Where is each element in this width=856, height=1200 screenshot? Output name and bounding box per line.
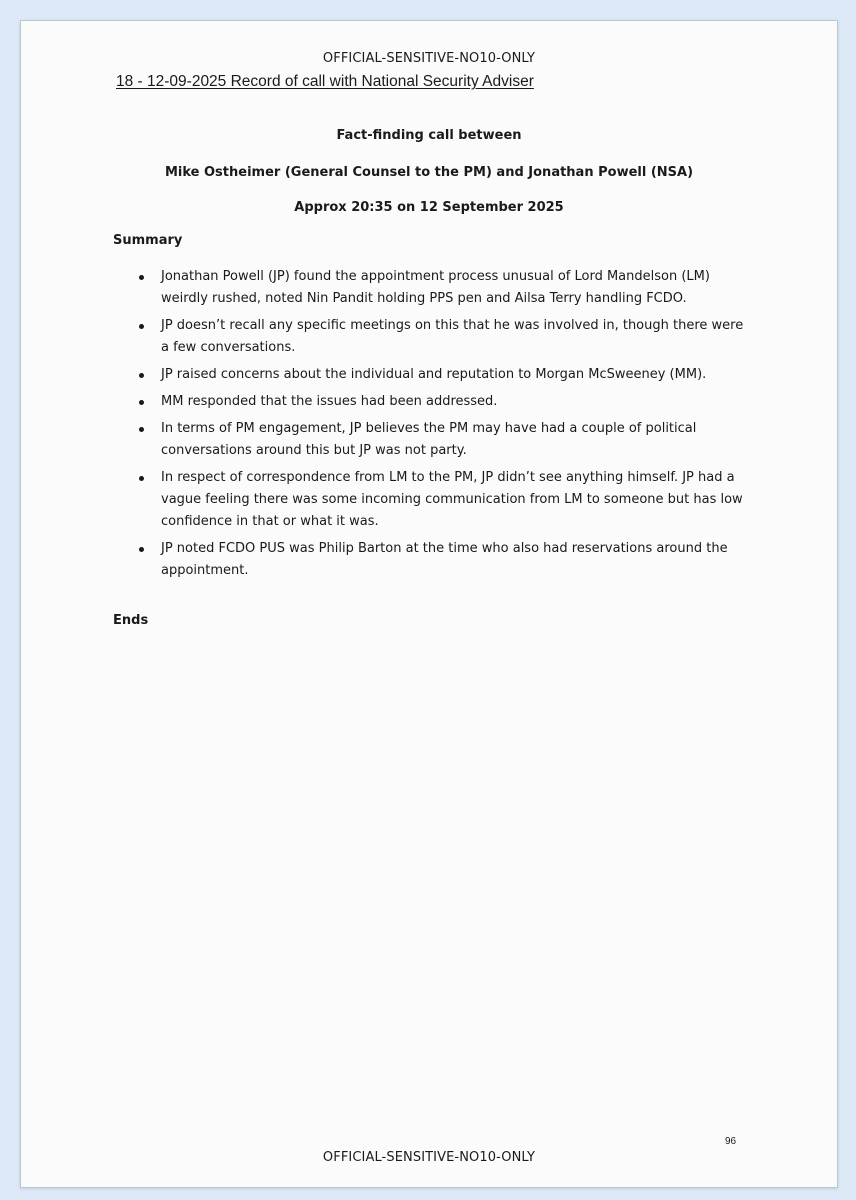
bullet-icon bbox=[139, 324, 144, 329]
bullet-item bbox=[137, 391, 747, 413]
bullet-icon bbox=[139, 275, 144, 280]
bullet-text: JP raised concerns about the individual and reputation to Morgan McSweeney (MM). bbox=[161, 367, 707, 382]
bullet-icon bbox=[139, 476, 144, 481]
bullet-item bbox=[137, 467, 747, 533]
bullet-item bbox=[137, 364, 747, 386]
bullet-item bbox=[137, 418, 747, 462]
bullet-icon bbox=[139, 373, 144, 378]
bullet-text: In respect of correspondence from LM to the PM, JP didn’t see anything himself. JP had a vague feeling there was some incoming communication from LM to someone but has low confidence in that or what it was. bbox=[161, 470, 743, 529]
heading-line-3: Approx 20:35 on 12 September 2025 bbox=[294, 200, 564, 215]
document-page bbox=[20, 20, 838, 1188]
heading-line-2: Mike Ostheimer (General Counsel to the PM) and Jonathan Powell (NSA) bbox=[164, 165, 694, 180]
page-number: 96 bbox=[725, 1136, 737, 1147]
bullet-text: In terms of PM engagement, JP believes the PM may have had a couple of political conversations around this but JP was not party. bbox=[161, 421, 697, 458]
classification-header: OFFICIAL-SENSITIVE-NO10-ONLY bbox=[322, 51, 536, 66]
bullet-item bbox=[137, 266, 747, 310]
bullet-text: JP doesn’t recall any specific meetings on this that he was involved in, though there were a few conversations. bbox=[161, 318, 744, 355]
bullet-icon bbox=[139, 547, 144, 552]
heading-line-1: Fact-finding call between bbox=[336, 128, 522, 143]
bullet-icon bbox=[139, 400, 144, 405]
summary-label: Summary bbox=[113, 233, 183, 248]
bullet-icon bbox=[139, 427, 144, 432]
bullet-item bbox=[137, 315, 747, 359]
bullet-text: MM responded that the issues had been addressed. bbox=[161, 394, 498, 409]
bullet-text: JP noted FCDO PUS was Philip Barton at the time who also had reservations around the appointment. bbox=[161, 541, 728, 578]
classification-footer: OFFICIAL-SENSITIVE-NO10-ONLY bbox=[322, 1150, 536, 1165]
bullet-item bbox=[137, 538, 747, 582]
ends-label: Ends bbox=[113, 613, 149, 628]
summary-bullet-list bbox=[137, 266, 747, 587]
bullet-text: Jonathan Powell (JP) found the appointment process unusual of Lord Mandelson (LM) weirdly rushed, noted Nin Pandit holding PPS pen and Ailsa Terry handling FCDO. bbox=[161, 269, 710, 306]
document-title: 18 - 12-09-2025 Record of call with National Security Adviser bbox=[116, 73, 534, 90]
